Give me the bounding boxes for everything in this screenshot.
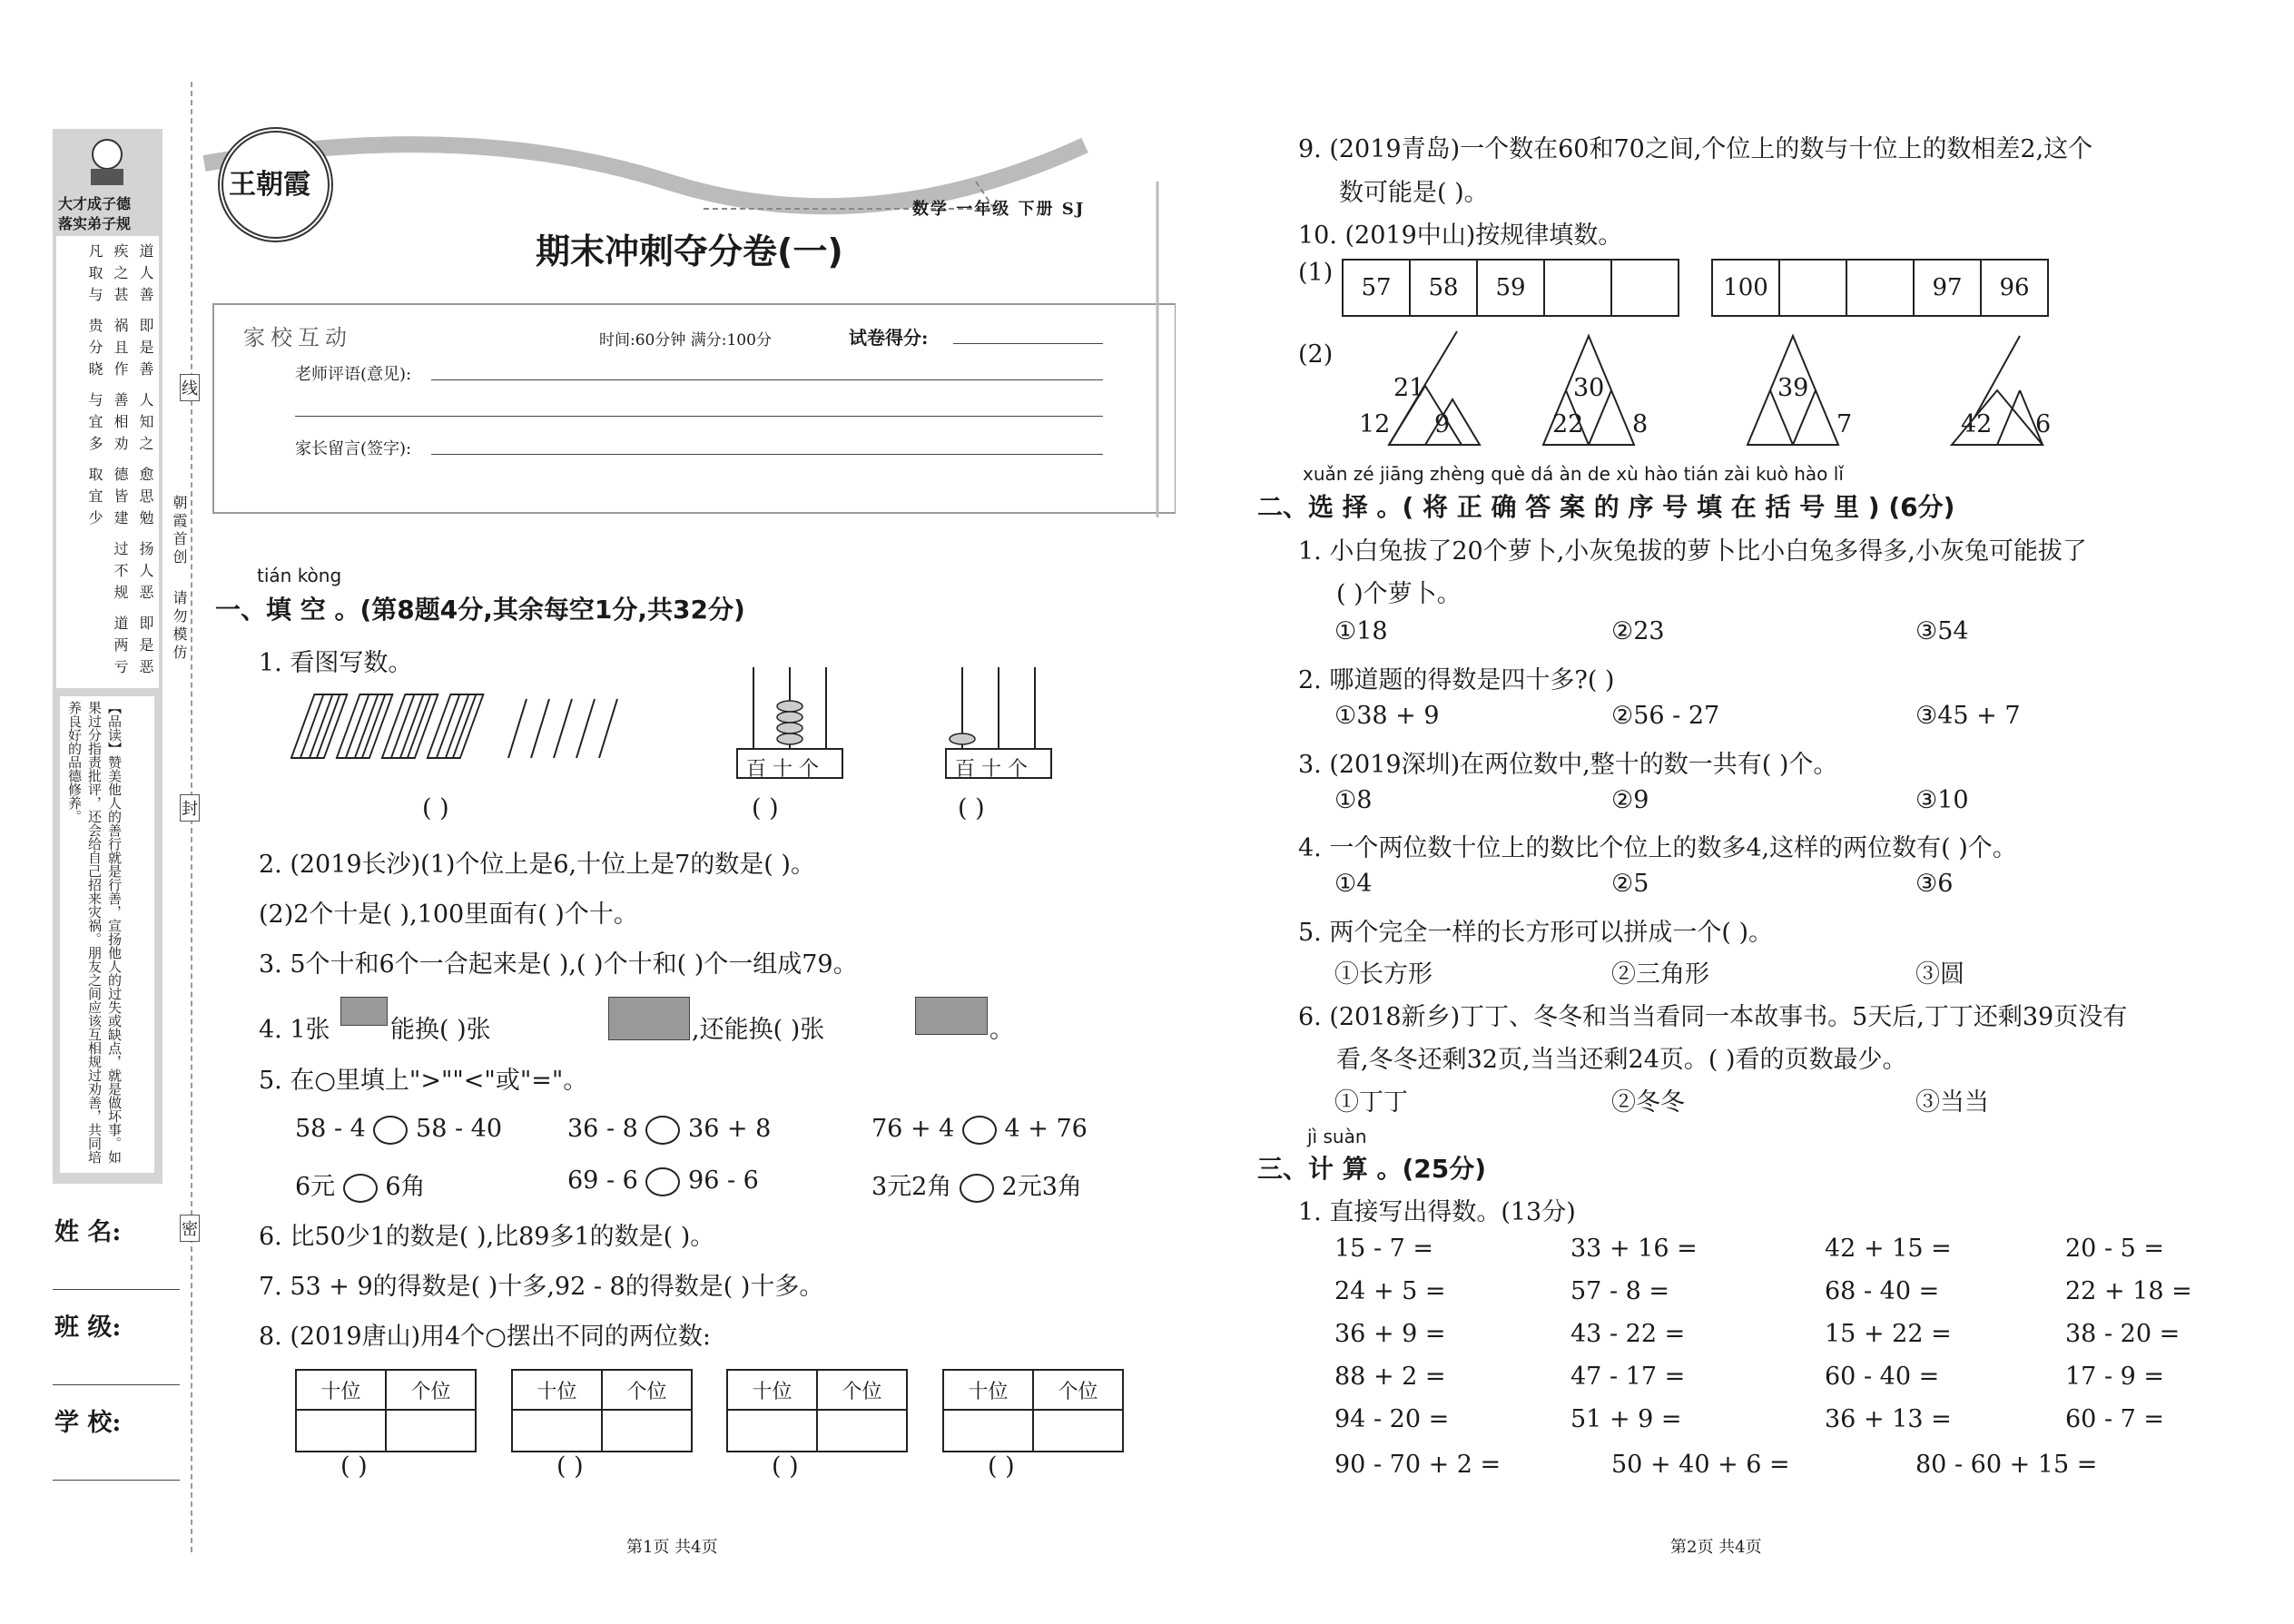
tri-1-left: 12 [1359,410,1391,438]
q5-item: 3元2角 2元3角 [871,1173,1082,1201]
q3-text: 3. 5个十和6个一合起来是( ),( )个十和( )个一组成79。 [259,950,858,979]
calc-item: 50 + 40 + 6 = [1611,1451,1790,1479]
parent-message-field[interactable] [431,454,1103,455]
q5-item: 76 + 4 4 + 76 [871,1115,1088,1143]
page-number-1: 第1页 共4页 [626,1538,718,1557]
name-label: 姓 名: [54,1218,122,1246]
mc3-option[interactable]: ②9 [1611,786,1649,814]
page-title: 期末冲刺夺分卷(一) [536,231,843,271]
q5-item: 69 - 6 96 - 6 [567,1166,759,1195]
q4-part-4: 。 [989,1016,1014,1044]
q4-part-2: 能换( )张 [390,1016,491,1044]
mc4-option[interactable]: ③6 [1915,870,1954,898]
compare-circle[interactable] [645,1167,680,1196]
reading-note [60,696,154,1173]
section2-title: 二、选 择 。( 将 正 确 答 案 的 序 号 填 在 括 号 里 ) (6分) [1257,492,1955,522]
calc-item: 80 - 60 + 15 = [1915,1451,2098,1479]
tri-1-right: 9 [1434,410,1451,438]
mc6-option[interactable]: ①丁丁 [1334,1088,1408,1117]
cut-mark: 封 [180,794,200,822]
mc6-option[interactable]: ③当当 [1915,1088,1989,1117]
tri-3-left-blank[interactable] [1757,410,1789,436]
motto-col: 愈思勉 [137,467,154,532]
q4-part-3: ,还能换( )张 [692,1016,825,1044]
brand-name: 王朝霞 [229,169,310,201]
q2b-text: (2)2个十是( ),100里面有( )个十。 [259,901,638,929]
motto-col: 即是恶 [137,615,154,681]
q8-text: 8. (2019唐山)用4个○摆出不同的两位数: [259,1323,711,1351]
section3-pinyin: jì suàn [1307,1126,1367,1147]
motto-col: 祸且作 [112,318,129,383]
name-field[interactable] [53,1289,180,1290]
table-cell[interactable] [296,1410,386,1452]
q5-item: 58 - 4 58 - 40 [295,1115,503,1143]
mc1-option[interactable]: ①18 [1334,617,1388,645]
motto-col: 与宜多 [86,392,103,458]
school-label: 学 校: [54,1409,122,1437]
mc3-option[interactable]: ①8 [1334,786,1373,814]
calc-item: 20 - 5 = [2065,1235,2165,1263]
sequence-blank[interactable] [1611,260,1679,316]
q4-part-1: 4. 1张 [259,1016,330,1044]
motto-col: 凡取与 [86,243,103,309]
q7-text: 7. 53 + 9的得数是( )十多,92 - 8的得数是( )十多。 [259,1273,824,1301]
tri-3-top: 39 [1777,374,1809,402]
motto-col: 道人善 [137,243,154,309]
calc-item: 47 - 17 = [1570,1363,1686,1391]
mc5-option[interactable]: ②三角形 [1611,960,1709,989]
compare-circle[interactable] [373,1116,408,1145]
mc2-line1: 2. 哪道题的得数是四十多?( ) [1298,666,1615,694]
tri-4-top-blank[interactable] [1984,374,2016,399]
abacus-1-label: 百 十 个 [746,758,819,781]
parent-message-label: 家长留言(签字): [295,439,412,458]
mc6-line1: 6. (2018新乡)丁丁、冬冬和当当看同一本故事书。5天后,丁丁还剩39页没有 [1298,1003,2128,1031]
tri-3-right: 7 [1836,410,1853,438]
mc1-line2: ( )个萝卜。 [1336,580,1462,608]
table-cell[interactable] [512,1410,602,1452]
tri-4-right: 6 [2035,410,2052,438]
mc5-line1: 5. 两个完全一样的长方形可以拼成一个( )。 [1298,919,1773,947]
calc-item: 15 - 7 = [1334,1235,1434,1263]
teacher-comment-field[interactable] [431,379,1103,380]
calc-item: 60 - 7 = [2065,1405,2165,1433]
calc-item: 51 + 9 = [1570,1405,1682,1433]
stick-bundles [290,685,635,772]
motto-col: 疾之甚 [112,243,129,309]
banknote-icon [608,997,690,1040]
motto-col: 道两亏 [112,615,129,681]
score-field[interactable] [953,343,1103,344]
q2a-text: 2. (2019长沙)(1)个位上是6,十位上是7的数是( )。 [259,851,815,879]
tri-2-right: 8 [1632,410,1649,438]
sequence-blank[interactable] [1846,260,1914,316]
table-cell[interactable] [727,1410,817,1452]
section3-title: 三、计 算 。(25分) [1257,1154,1487,1184]
score-label: 试卷得分: [849,327,929,349]
reading-note-text: 【品读】赞美他人的善行就是行善，宣扬他人的过失或缺点，就是做坏事。如果过分指责批评，还会给自己招来灾祸。朋友之间应该互相规过劝善，共同培养良好的品德修养。 [66,701,123,1164]
slogan-2: 落实弟子规 [58,215,132,232]
tri-2-top: 30 [1573,374,1605,402]
sequence-blank[interactable] [1779,260,1846,316]
mc2-option[interactable]: ①38 + 9 [1334,702,1440,730]
mc1-option[interactable]: ②23 [1611,617,1665,645]
header-decoration [195,109,1176,527]
calc-item: 36 + 13 = [1825,1405,1952,1433]
cut-mark: 密 [180,1215,200,1242]
calc-q1-text: 1. 直接写出得数。(13分) [1298,1198,1576,1226]
q10-1-label: (1) [1298,259,1334,287]
mc2-option[interactable]: ③45 + 7 [1915,702,2021,730]
mc6-option[interactable]: ②冬冬 [1611,1088,1685,1117]
q10-2-label: (2) [1298,340,1334,369]
q1-blank-2[interactable]: ( ) [752,794,779,822]
motto-col: 善相劝 [112,392,129,458]
calc-item: 43 - 22 = [1570,1320,1686,1348]
mc1-option[interactable]: ③54 [1915,617,1969,645]
calc-item: 68 - 40 = [1825,1277,1940,1305]
calc-item: 90 - 70 + 2 = [1334,1451,1501,1479]
calc-item: 57 - 8 = [1570,1277,1670,1305]
teacher-comment-label: 老师评语(意见): [295,365,412,384]
class-field[interactable] [53,1384,180,1385]
motto-col: 扬人恶 [137,541,154,606]
tri-2-left: 22 [1552,410,1584,438]
sequence-2: 100 97 96 [1711,259,2049,317]
calc-item: 17 - 9 = [2065,1363,2165,1391]
calc-item: 60 - 40 = [1825,1363,1940,1391]
place-value-table: 十位 个位 [295,1369,477,1452]
compare-circle[interactable] [960,1174,994,1203]
copyright-note: 请勿模仿 [171,590,188,663]
class-label: 班 级: [54,1314,122,1342]
q1-blank-1[interactable]: ( ) [422,794,449,822]
calc-item: 38 - 20 = [2065,1320,2181,1348]
calc-item: 88 + 2 = [1334,1363,1446,1391]
mc4-line1: 4. 一个两位数十位上的数比个位上的数多4,这样的两位数有( )个。 [1298,834,2017,862]
calc-item: 33 + 16 = [1570,1235,1698,1263]
table-cell[interactable] [602,1410,692,1452]
motto-col: 过不规 [112,541,129,606]
tri-1-top: 21 [1393,374,1425,402]
school-field[interactable] [53,1480,180,1481]
abacus-2-label: 百 十 个 [955,758,1028,781]
book-tag: 数学 一年级 下册 SJ [912,200,1086,219]
table-cell[interactable] [386,1410,476,1452]
mc4-option[interactable]: ②5 [1611,870,1649,898]
calc-item: 22 + 18 = [2065,1277,2192,1305]
motto-col: 即是善 [137,318,154,383]
calc-item: 94 - 20 = [1334,1405,1450,1433]
table-cell[interactable] [817,1410,907,1452]
mc2-option[interactable]: ②56 - 27 [1611,702,1720,730]
motto-col: 德皆建 [112,467,129,532]
q1-blank-3[interactable]: ( ) [958,794,985,822]
table-cell[interactable] [1033,1410,1123,1452]
copyright-note: 朝霞首创 [171,495,188,567]
home-school-label: 家校互动 [243,325,352,350]
calc-item: 42 + 15 = [1825,1235,1952,1263]
banknote-icon [915,997,988,1035]
compare-circle[interactable] [645,1116,680,1145]
mc5-option[interactable]: ①长方形 [1334,960,1433,989]
mc6-line2: 看,冬冬还剩32页,当当还剩24页。( )看的页数最少。 [1336,1046,1907,1074]
motto-col: 人知之 [137,392,154,458]
motto-col: 贵分晓 [86,318,103,383]
q5-item: 6元 6角 [295,1173,426,1201]
q6-text: 6. 比50少1的数是( ),比89多1的数是( )。 [259,1223,715,1251]
mascot-figure [80,134,134,189]
q5-text: 5. 在○里填上">""<"或"="。 [259,1067,588,1095]
compare-circle[interactable] [962,1116,997,1145]
section2-pinyin: xuǎn zé jiāng zhèng què dá àn de xù hào tián zài kuò hào lǐ [1303,463,1844,485]
q5-item: 36 - 8 36 + 8 [567,1115,772,1143]
calc-item: 15 + 22 = [1825,1320,1952,1348]
section1-pinyin: tián kòng [257,565,342,586]
sequence-1: 57 58 59 [1342,259,1679,317]
q8-blank[interactable]: ( ) [772,1452,799,1481]
q10-text: 10. (2019中山)按规律填数。 [1298,221,1623,250]
tri-4-left: 42 [1961,410,1993,438]
place-value-table: 十位 个位 [942,1369,1124,1452]
mc4-option[interactable]: ①4 [1334,870,1373,898]
place-value-table: 十位 个位 [511,1369,693,1452]
mc5-option[interactable]: ③圆 [1915,960,1964,989]
q8-blank[interactable]: ( ) [556,1452,584,1481]
mc1-line1: 1. 小白兔拔了20个萝卜,小灰兔拔的萝卜比小白兔多得多,小灰兔可能拔了 [1298,537,2087,566]
motto-col: 取宜少 [86,467,103,532]
calc-item: 36 + 9 = [1334,1320,1446,1348]
q8-blank[interactable]: ( ) [988,1452,1015,1481]
q1-text: 1. 看图写数。 [259,649,413,677]
page-number-2: 第2页 共4页 [1670,1538,1762,1557]
mc3-option[interactable]: ③10 [1915,786,1969,814]
table-cell[interactable] [943,1410,1033,1452]
banknote-icon [340,997,388,1026]
sidebar-panel [53,129,162,1184]
calc-item: 24 + 5 = [1334,1277,1446,1305]
slogan-1: 大才成子德 [58,195,132,212]
mc3-line1: 3. (2019深圳)在两位数中,整十的数一共有( )个。 [1298,751,1838,779]
motto-box [56,236,159,688]
compare-circle[interactable] [343,1174,378,1203]
place-value-table: 十位 个位 [726,1369,908,1452]
q9a-text: 9. (2019青岛)一个数在60和70之间,个位上的数与十位上的数相差2,这个 [1298,135,2093,163]
section1-title: 一、填 空 。(第8题4分,其余每空1分,共32分) [215,595,745,625]
q8-blank[interactable]: ( ) [340,1452,368,1481]
cut-mark: 线 [180,374,200,401]
q9b-text: 数可能是( )。 [1339,179,1489,207]
sequence-blank[interactable] [1544,260,1611,316]
exam-meta: 时间:60分钟 满分:100分 [599,331,772,349]
teacher-comment-field-2[interactable] [295,416,1103,417]
